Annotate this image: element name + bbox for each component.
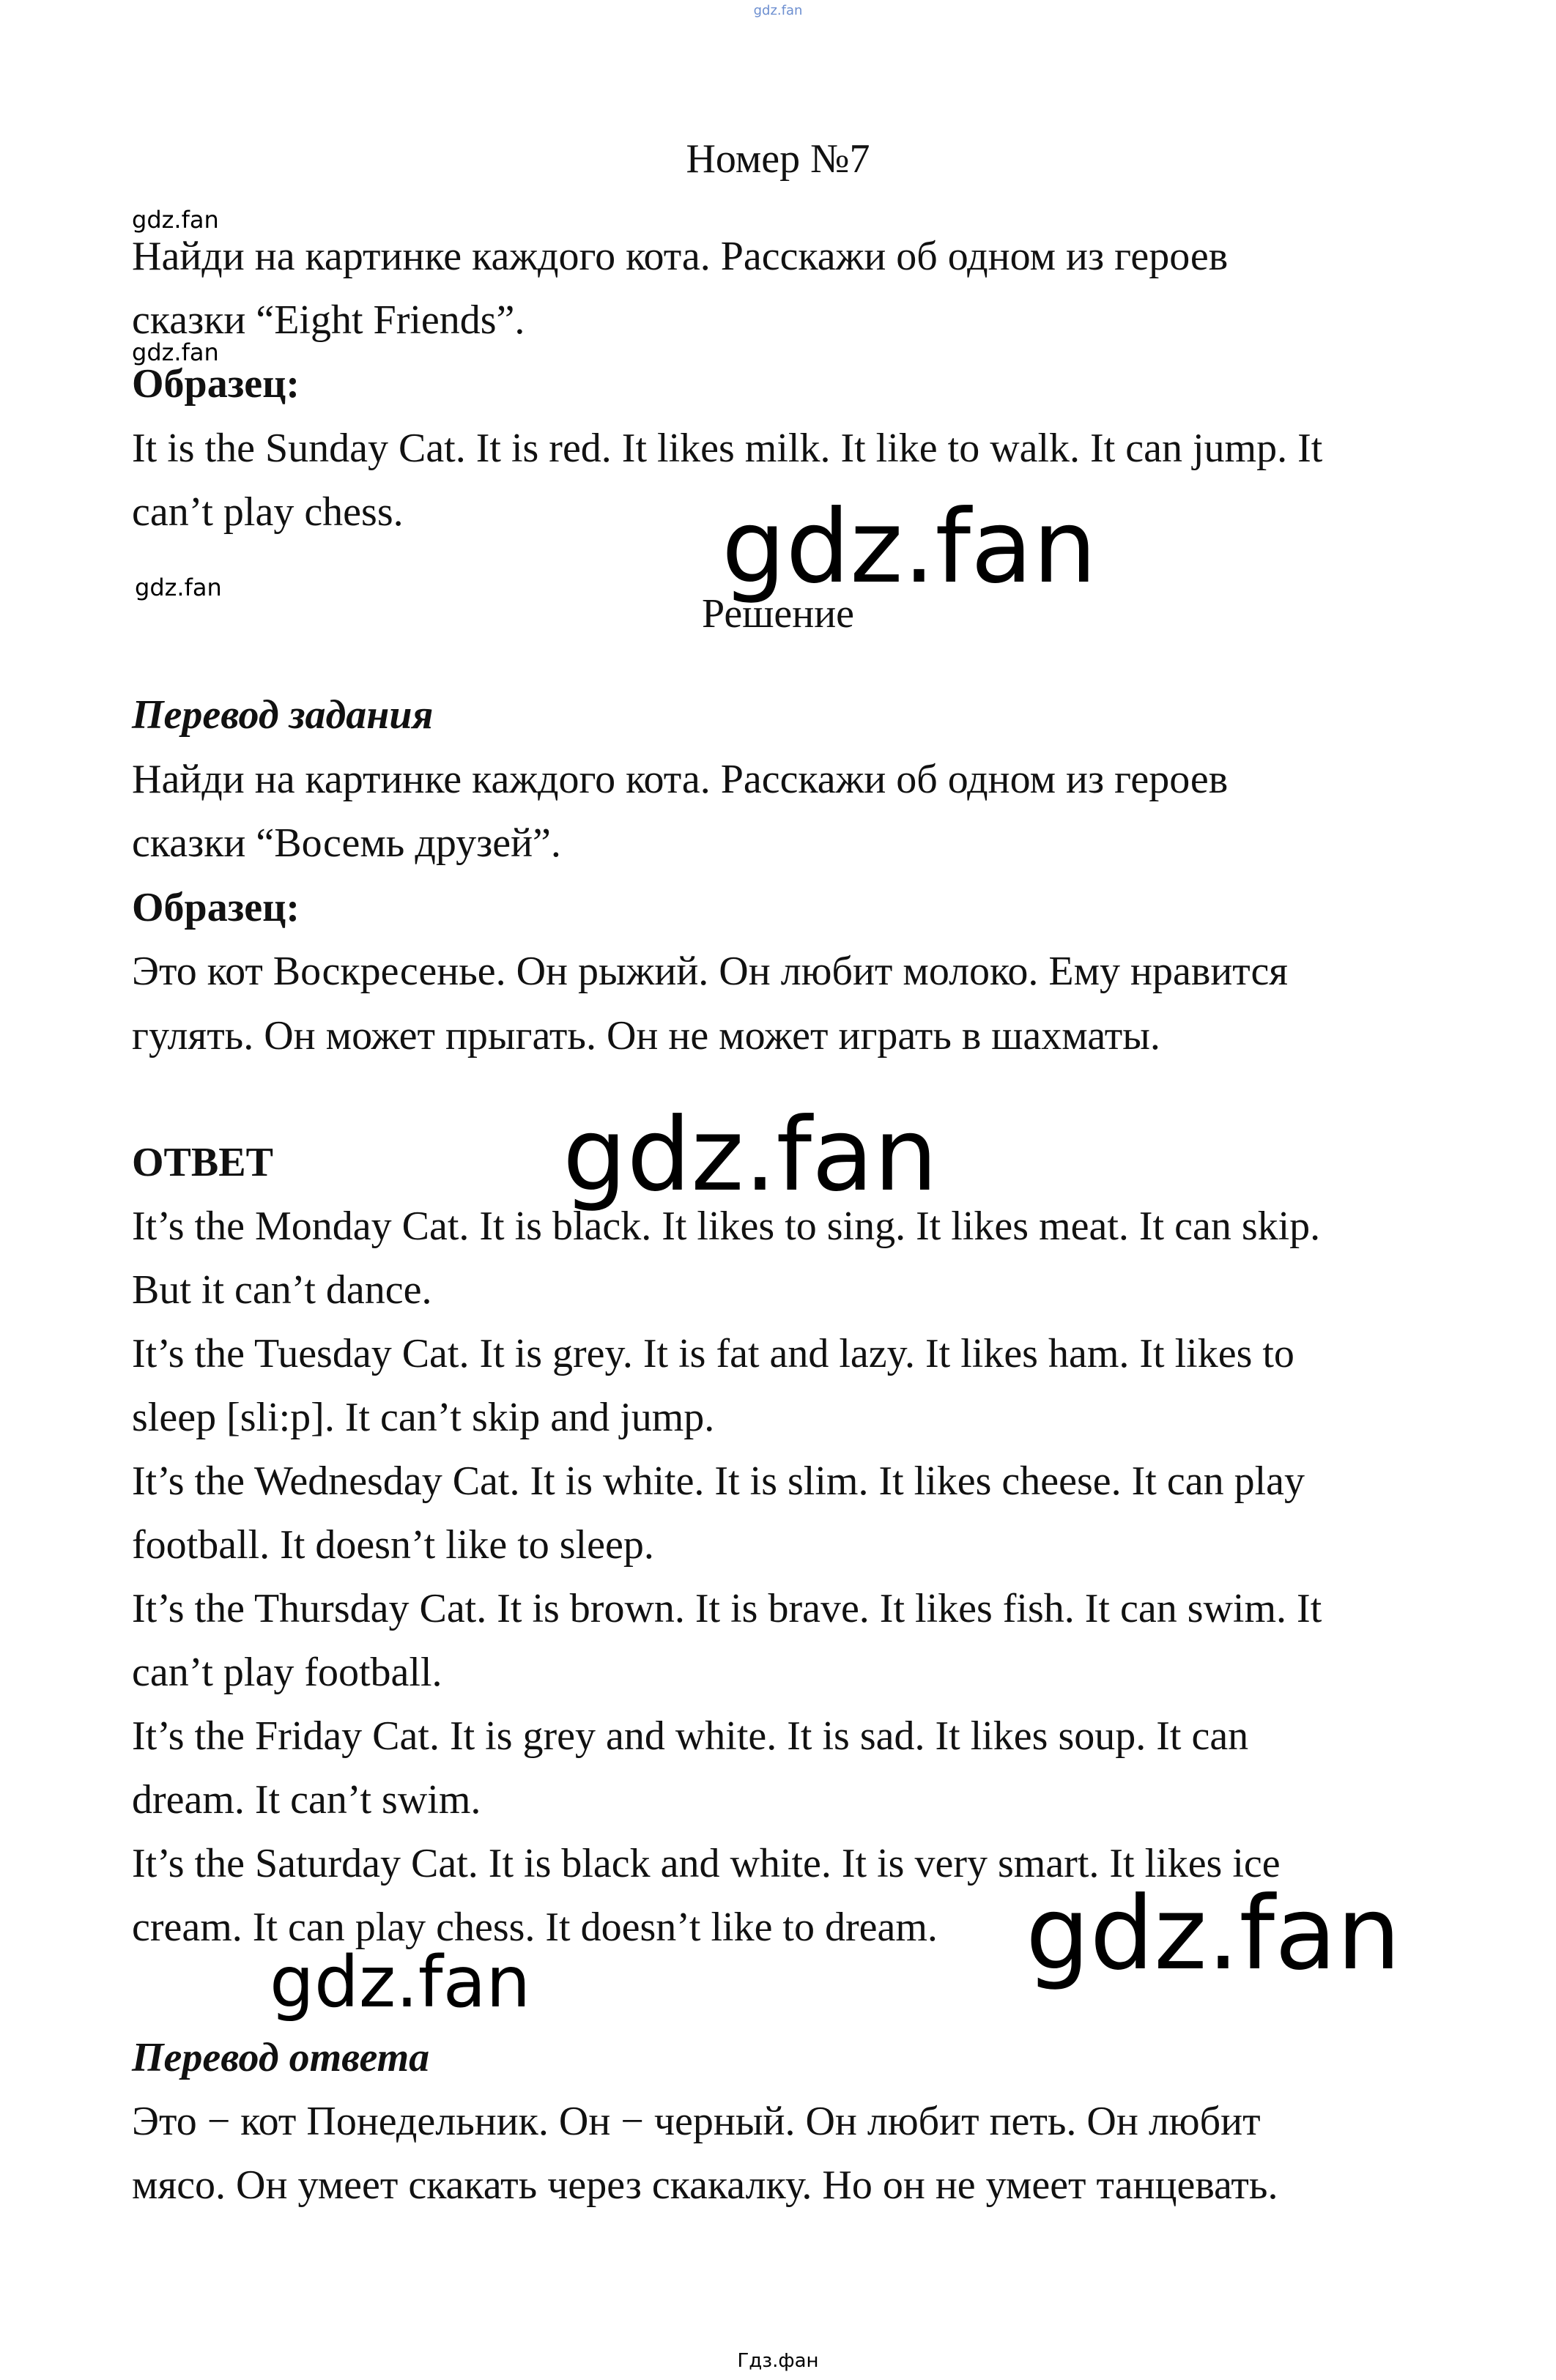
task-sample-heading: Образец:	[132, 361, 300, 407]
answer-line: It’s the Monday Cat. It is black. It likes to sing. It likes meat. It can skip.	[132, 1204, 1321, 1249]
task-line-2: сказки “Eight Friends”.	[132, 297, 525, 343]
solution-heading: Решение	[701, 591, 855, 637]
small-watermark: gdz.fan	[132, 338, 219, 366]
task-line-1: Найди на картинке каждого кота. Расскажи об одном из героев	[132, 234, 1229, 279]
answer-heading: ОТВЕТ	[132, 1140, 273, 1185]
answer-line: cream. It can play chess. It doesn’t like to dream.	[132, 1905, 938, 1950]
answer-translation-line-1: Это − кот Понедельник. Он − черный. Он любит петь. Он любит	[132, 2099, 1261, 2144]
answer-line: football. It doesn’t like to sleep.	[132, 1522, 654, 1568]
translation-line-2: сказки “Восемь друзей”.	[132, 820, 561, 866]
answer-translation-heading: Перевод ответа	[132, 2035, 430, 2080]
small-watermark: gdz.fan	[132, 206, 219, 234]
solution-sample-heading: Образец:	[132, 885, 300, 930]
task-sample-line-2: can’t play chess.	[132, 489, 404, 535]
answer-line: It’s the Tuesday Cat. It is grey. It is fat and lazy. It likes ham. It likes to	[132, 1331, 1294, 1376]
footer-watermark: Гдз.фан	[737, 2350, 819, 2372]
answer-line: But it can’t dance.	[132, 1267, 432, 1313]
solution-sample-line-1: Это кот Воскресенье. Он рыжий. Он любит молоко. Ему нравится	[132, 949, 1289, 994]
mid-watermark: gdz.fan	[270, 1941, 531, 2023]
task-sample-line-1: It is the Sunday Cat. It is red. It likes milk. It like to walk. It can jump. It	[132, 426, 1323, 471]
translation-heading: Перевод задания	[132, 692, 434, 738]
solution-sample-line-2: гулять. Он может прыгать. Он не может играть в шахматы.	[132, 1013, 1160, 1059]
big-watermark: gdz.fan	[563, 1096, 938, 1214]
small-watermark: gdz.fan	[135, 574, 222, 601]
answer-line: sleep [sli:p]. It can’t skip and jump.	[132, 1395, 715, 1440]
answer-line: can’t play football.	[132, 1650, 442, 1695]
answer-line: It’s the Saturday Cat. It is black and white. It is very smart. It likes ice	[132, 1841, 1281, 1886]
answer-translation-line-2: мясо. Он умеет скакать через скакалку. Но он не умеет танцевать.	[132, 2162, 1278, 2208]
answer-line: dream. It can’t swim.	[132, 1777, 481, 1823]
page-title: Номер №7	[686, 136, 870, 182]
answer-line: It’s the Friday Cat. It is grey and white. It is sad. It likes soup. It can	[132, 1713, 1249, 1759]
translation-line-1: Найди на картинке каждого кота. Расскажи об одном из героев	[132, 757, 1229, 802]
big-watermark: gdz.fan	[1026, 1875, 1401, 1992]
top-watermark: gdz.fan	[753, 3, 803, 18]
big-watermark: gdz.fan	[722, 488, 1097, 606]
answer-line: It’s the Thursday Cat. It is brown. It is brave. It likes fish. It can swim. It	[132, 1586, 1322, 1631]
answer-line: It’s the Wednesday Cat. It is white. It is slim. It likes cheese. It can play	[132, 1458, 1305, 1504]
